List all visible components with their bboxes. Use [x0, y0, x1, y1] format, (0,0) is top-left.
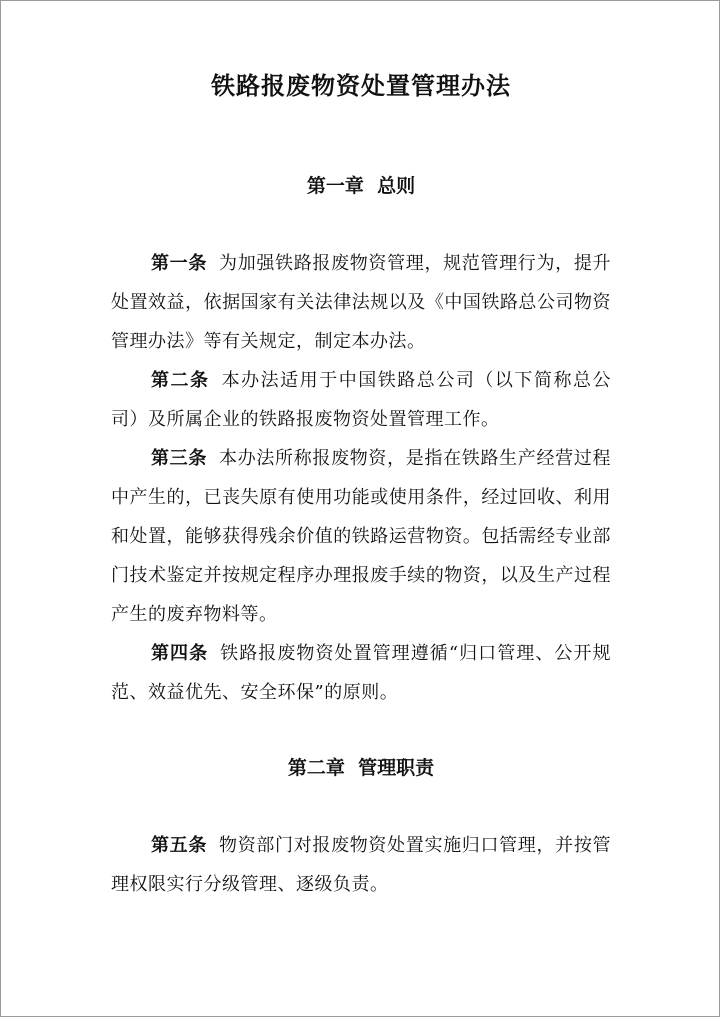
article-text: 物资部门对报废物资处置实施归口管理，并按管理权限实行分级管理、逐级负责。	[111, 835, 612, 895]
document-title: 铁路报废物资处置管理办法	[211, 71, 511, 100]
chapter-heading: 第二章 管理职责	[287, 757, 435, 779]
article-label: 第二条	[151, 370, 210, 391]
article-label: 第三条	[151, 448, 208, 469]
article-text: 本办法适用于中国铁路总公司（以下简称总公司）及所属企业的铁路报废物资处置管理工作。	[111, 370, 612, 430]
article-5	[111, 826, 611, 904]
article-1	[111, 244, 611, 361]
chapter-2-body	[111, 826, 611, 904]
article-3	[111, 439, 611, 634]
article-label: 第一条	[151, 253, 208, 274]
article-2	[111, 361, 611, 439]
article-label: 第五条	[151, 835, 208, 856]
article-text: 铁路报废物资处置管理遵循“归口管理、公开规范、效益优先、安全环保”的原则。	[111, 643, 611, 703]
article-4	[111, 634, 611, 712]
article-label: 第四条	[151, 643, 209, 664]
chapter-heading: 第一章 总则	[306, 175, 416, 197]
article-text: 本办法所称报废物资，是指在铁路生产经营过程中产生的，已丧失原有使用功能或使用条件，经过回收、利用和处置，能够获得残余价值的铁路运营物资。包括需经专业部门技术鉴定并按规定程序办理报废手续的物资，以及生产过程产生的废弃物料等。	[111, 448, 612, 625]
article-text: 为加强铁路报废物资管理，规范管理行为，提升处置效益，依据国家有关法律法规以及《中国铁路总公司物资管理办法》等有关规定，制定本办法。	[111, 253, 612, 352]
chapter-1-body	[111, 244, 611, 712]
